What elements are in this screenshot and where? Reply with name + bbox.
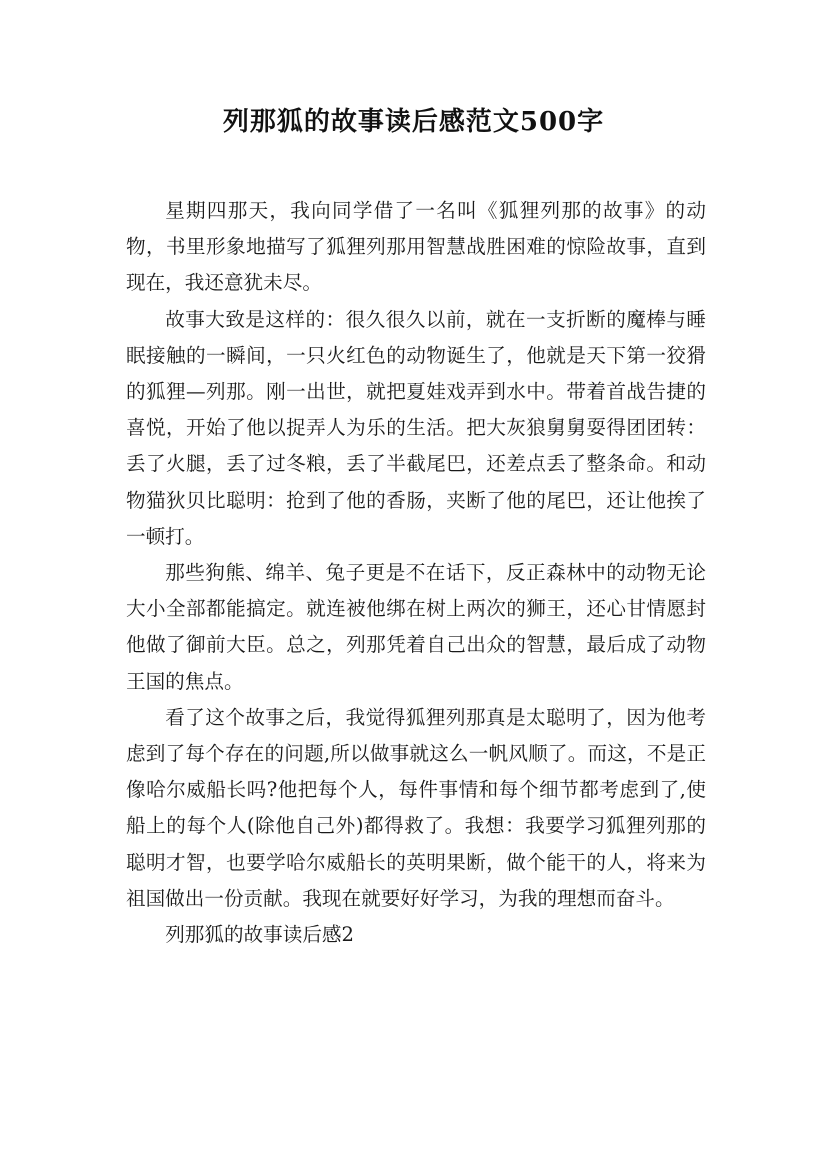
document-title: 列那狐的故事读后感范文500字	[222, 107, 605, 137]
paragraph: 那些狗熊、绵羊、兔子更是不在话下，反正森林中的动物无论大小全部都能搞定。就连被他绑在树上两次的狮王，还心甘情愿封他做了御前大臣。总之，列那凭着自己出众的智慧，最后成了动物王国的焦点。	[126, 561, 706, 693]
paragraph: 星期四那天，我向同学借了一名叫《狐狸列那的故事》的动物，书里形象地描写了狐狸列那用智慧战胜困难的惊险故事，直到现在，我还意犹未尽。	[126, 199, 706, 295]
document-body	[126, 193, 706, 953]
paragraph: 看了这个故事之后，我觉得狐狸列那真是太聪明了，因为他考虑到了每个存在的问题,所以做事就这么一帆风顺了。而这，不是正像哈尔威船长吗?他把每个人，每件事情和每个细节都考虑到了,使船上的每个人(除他自己外)都得救了。我想：我要学习狐狸列那的聪明才智，也要学哈尔威船长的英明果断，做个能干的人，将来为祖国做出一份贡献。我现在就要好好学习，为我的理想而奋斗。	[126, 705, 706, 910]
section-heading: 列那狐的故事读后感2	[165, 923, 354, 947]
paragraph: 故事大致是这样的：很久很久以前，就在一支折断的魔棒与睡眠接触的一瞬间，一只火红色的动物诞生了，他就是天下第一狡猾的狐狸—列那。刚一出世，就把夏娃戏弄到水中。带着首战告捷的喜悦，开始了他以捉弄人为乐的生活。把大灰狼舅舅耍得团团转：丢了火腿，丢了过冬粮，丢了半截尾巴，还差点丢了整条命。和动物猫狄贝比聪明：抢到了他的香肠，夹断了他的尾巴，还让他挨了一顿打。	[126, 307, 706, 548]
